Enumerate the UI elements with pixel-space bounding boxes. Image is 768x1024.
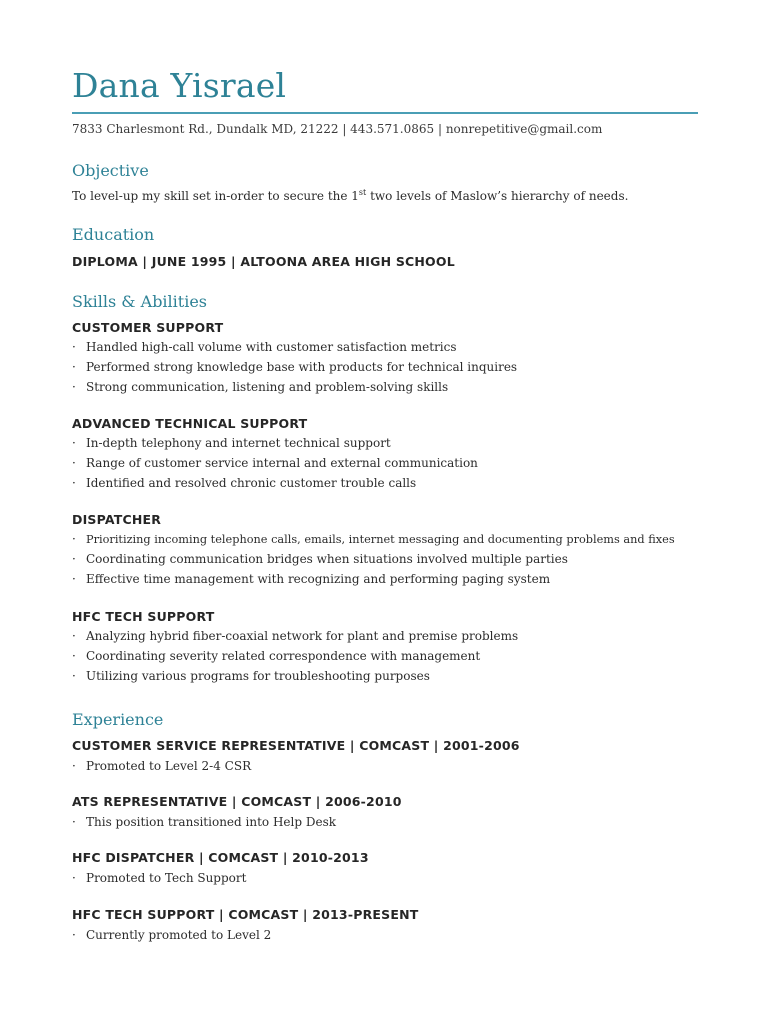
bullet-icon: ·	[72, 380, 76, 394]
list-item: · Identified and resolved chronic customer trouble calls	[72, 476, 417, 490]
list-item: · Performed strong knowledge base with products for technical inquires	[72, 360, 518, 374]
skills-heading: Skills & Abilities	[72, 292, 208, 311]
contact-info: 7833 Charlesmont Rd., Dundalk MD, 21222 | 443.571.0865 | nonrepetitive@gmail.com	[72, 122, 603, 136]
bullet-icon: ·	[72, 871, 76, 885]
resume-name: Dana Yisrael	[72, 66, 287, 105]
job-title: CUSTOMER SERVICE REPRESENTATIVE | COMCAST | 2001-2006	[72, 738, 520, 753]
bullet-icon: ·	[72, 572, 76, 586]
list-item: · Promoted to Tech Support	[72, 871, 247, 885]
bullet-icon: ·	[72, 649, 76, 663]
bullet-icon: ·	[72, 815, 76, 829]
list-item: · Promoted to Level 2-4 CSR	[72, 759, 252, 773]
bullet-icon: ·	[72, 552, 76, 566]
list-item: · Coordinating communication bridges when situations involved multiple parties	[72, 552, 568, 566]
objective-text: To level-up my skill set in-order to secure the 1st two levels of Maslow’s hierarchy of needs.	[72, 188, 629, 203]
list-item: · Currently promoted to Level 2	[72, 928, 272, 942]
list-item: · Strong communication, listening and problem-solving skills	[72, 380, 449, 394]
bullet-icon: ·	[72, 928, 76, 942]
list-item: · Analyzing hybrid fiber-coaxial network for plant and premise problems	[72, 629, 519, 643]
bullet-icon: ·	[72, 456, 76, 470]
list-item: · Prioritizing incoming telephone calls, emails, internet messaging and documenting problems and fixes	[72, 532, 675, 546]
bullet-icon: ·	[72, 340, 76, 354]
bullet-icon: ·	[72, 629, 76, 643]
job-title: ATS REPRESENTATIVE | COMCAST | 2006-2010	[72, 794, 402, 809]
job-title: HFC TECH SUPPORT | COMCAST | 2013-PRESENT	[72, 907, 419, 922]
education-heading: Education	[72, 225, 155, 244]
list-item: · Handled high-call volume with customer satisfaction metrics	[72, 340, 457, 354]
bullet-icon: ·	[72, 759, 76, 773]
list-item: · Coordinating severity related correspondence with management	[72, 649, 481, 663]
header-divider	[72, 112, 698, 114]
list-item: · This position transitioned into Help Desk	[72, 815, 337, 829]
bullet-icon: ·	[72, 476, 76, 490]
skill-group-title: CUSTOMER SUPPORT	[72, 320, 224, 335]
skill-group-title: DISPATCHER	[72, 512, 162, 527]
objective-heading: Objective	[72, 161, 149, 180]
skill-group-title: ADVANCED TECHNICAL SUPPORT	[72, 416, 308, 431]
list-item: · In-depth telephony and internet technical support	[72, 436, 391, 450]
list-item: · Range of customer service internal and external communication	[72, 456, 478, 470]
job-title: HFC DISPATCHER | COMCAST | 2010-2013	[72, 850, 369, 865]
list-item: · Utilizing various programs for troubleshooting purposes	[72, 669, 430, 683]
bullet-icon: ·	[72, 360, 76, 374]
bullet-icon: ·	[72, 532, 76, 546]
experience-heading: Experience	[72, 710, 164, 729]
education-entry: DIPLOMA | JUNE 1995 | ALTOONA AREA HIGH SCHOOL	[72, 254, 455, 269]
bullet-icon: ·	[72, 669, 76, 683]
list-item: · Effective time management with recognizing and performing paging system	[72, 572, 551, 586]
bullet-icon: ·	[72, 436, 76, 450]
skill-group-title: HFC TECH SUPPORT	[72, 609, 215, 624]
